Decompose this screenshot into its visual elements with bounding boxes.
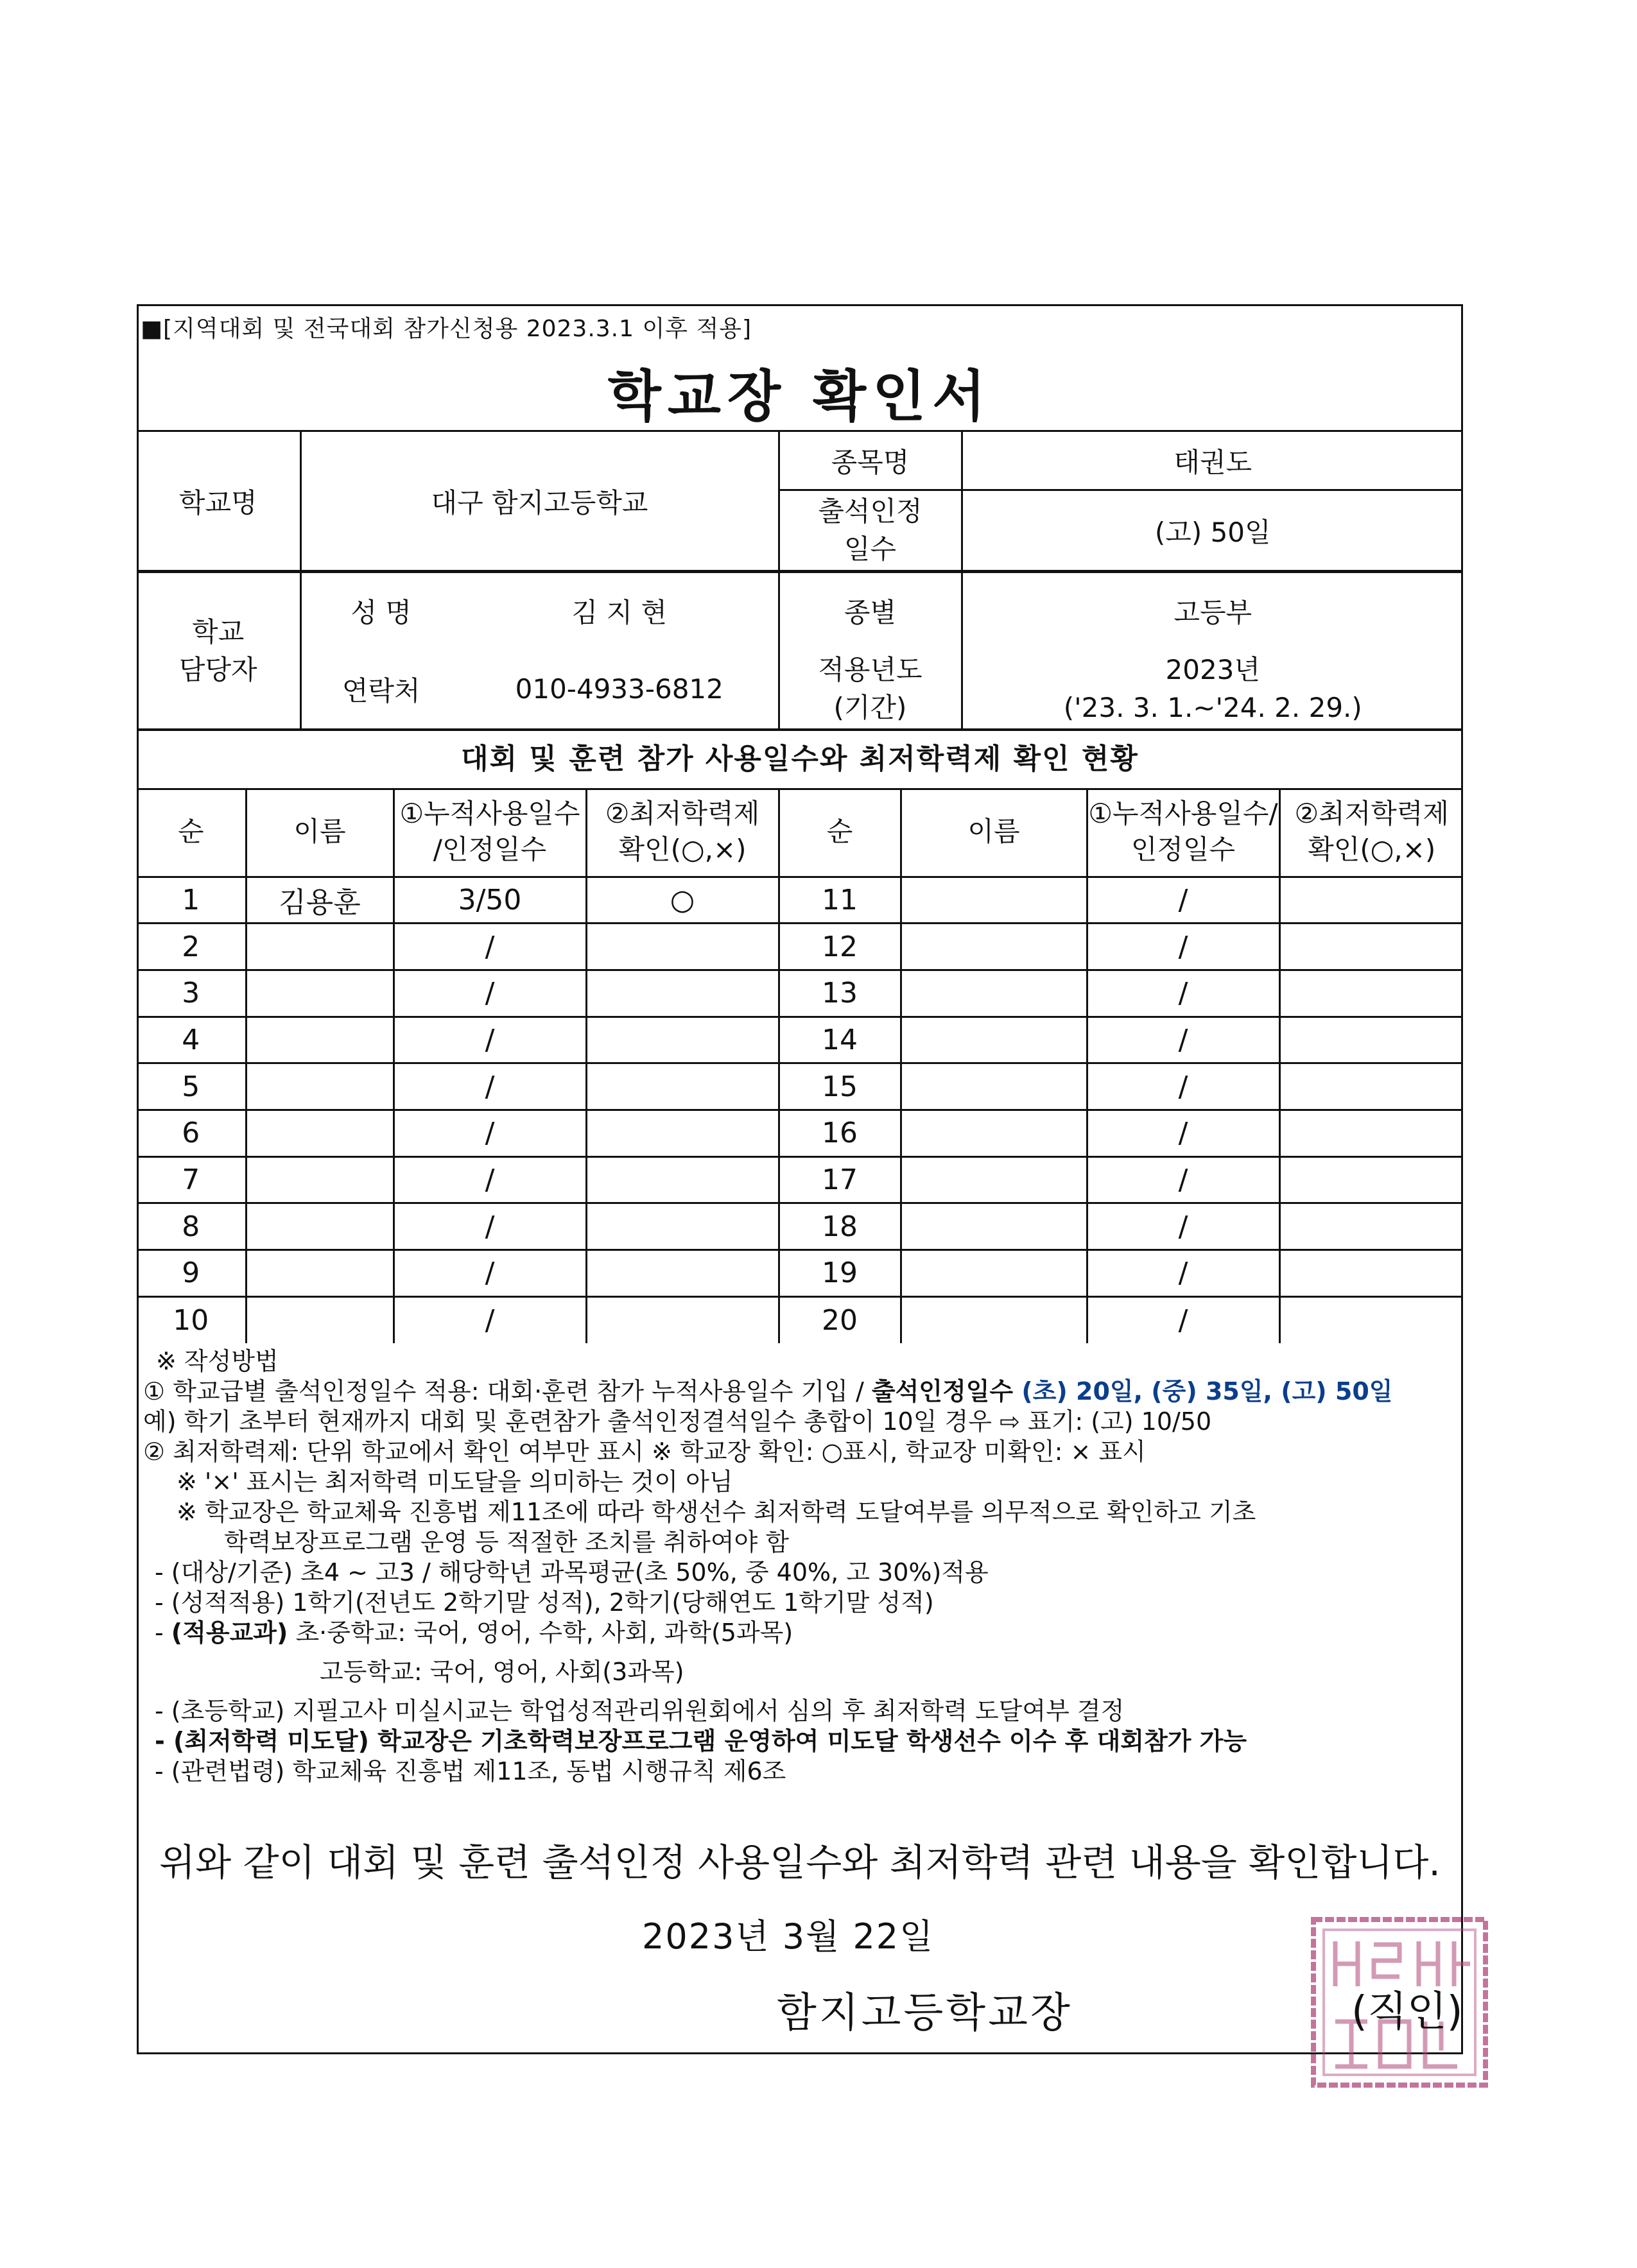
row-name-right (901, 1017, 1087, 1063)
row-min-right (1279, 1017, 1463, 1063)
row-name-left (246, 1250, 394, 1297)
row-days-left: / (394, 1203, 586, 1250)
row-min-right (1279, 924, 1463, 970)
row-no-left: 10 (137, 1296, 246, 1343)
row-name-right (901, 1063, 1087, 1110)
row-min-right (1279, 970, 1463, 1017)
row-name-left (246, 970, 394, 1017)
row-no-right: 12 (779, 924, 901, 970)
school-info-table (137, 430, 1463, 572)
note-2-b: ※ 학교장은 학교체육 진흥법 제11조에 따라 학생선수 최저학력 도달여부를 의무적으로 확인하고 기초 (177, 1498, 1256, 1526)
col-name-right: 이름 (901, 788, 1087, 877)
row-days-right: / (1087, 1017, 1279, 1063)
detail-1: - (대상/기준) 초4 ~ 고3 / 해당학년 과목평균(초 50%, 중 40%, 고 30%)적용 (155, 1558, 989, 1586)
participants-table (137, 788, 1463, 1343)
instructions (143, 1346, 1459, 1787)
row-min-right (1279, 1156, 1463, 1203)
row-days-left: / (394, 1156, 586, 1203)
row-no-left: 3 (137, 970, 246, 1017)
form-tag: ■[지역대회 및 전국대회 참가신청용 2023.3.1 이후 적용] (141, 316, 752, 342)
row-days-left: / (394, 1017, 586, 1063)
col-days-left: ①누적사용일수 /인정일수 (394, 788, 586, 877)
table-row (137, 1110, 1463, 1156)
table-row (137, 877, 1463, 924)
event-value: 태권도 (962, 431, 1463, 490)
row-name-right (901, 1156, 1087, 1203)
table-row (137, 1063, 1463, 1110)
staff-label: 학교 담당자 (137, 572, 300, 730)
row-no-left: 9 (137, 1250, 246, 1297)
row-days-left: / (394, 924, 586, 970)
row-days-right: / (1087, 1203, 1279, 1250)
note-2-a: ※ '×' 표시는 최저학력 미도달을 의미하는 것이 아님 (177, 1468, 733, 1496)
row-name-left (246, 1203, 394, 1250)
row-no-right: 13 (779, 970, 901, 1017)
row-no-left: 8 (137, 1203, 246, 1250)
document-title: 학교장 확인서 (607, 365, 992, 429)
table-row (137, 970, 1463, 1017)
table-row (137, 1203, 1463, 1250)
row-min-right (1279, 1296, 1463, 1343)
row-min-right (1279, 1250, 1463, 1297)
col-min-left: ②최저학력제 확인(○,×) (586, 788, 779, 877)
row-name-left (246, 1017, 394, 1063)
detail-5: - (최저학력 미도달) 학교장은 기초학력보장프로그램 운영하여 미도달 학생선수 이수 후 대회참가 가능 (155, 1727, 1247, 1755)
row-no-left: 7 (137, 1156, 246, 1203)
attendance-days: (고) 50일 (962, 490, 1463, 571)
division-label: 종별 (779, 572, 962, 649)
year-value: 2023년 ('23. 3. 1.~'24. 2. 29.) (962, 649, 1463, 730)
row-no-right: 17 (779, 1156, 901, 1203)
detail-2: - (성적적용) 1학기(전년도 2학기말 성적), 2학기(당해연도 1학기말 성적) (155, 1588, 934, 1617)
col-min-right: ②최저학력제 확인(○,×) (1279, 788, 1463, 877)
row-min-right (1279, 1110, 1463, 1156)
row-name-left (246, 924, 394, 970)
table-row (137, 1250, 1463, 1297)
row-min-left (586, 1250, 779, 1297)
row-days-left: / (394, 1296, 586, 1343)
note-1-example: 예) 학기 초부터 현재까지 대회 및 훈련참가 출석인정결석일수 총합이 10일 경우 ⇨ 표기: (고) 10/50 (143, 1407, 1212, 1436)
note-2: ② 최저학력제: 단위 학교에서 확인 여부만 표시 ※ 학교장 확인: ○표시, 학교장 미확인: × 표시 (143, 1438, 1146, 1466)
row-no-right: 19 (779, 1250, 901, 1297)
row-no-left: 5 (137, 1063, 246, 1110)
col-name-left: 이름 (246, 788, 394, 877)
school-name-label: 학교명 (137, 431, 300, 571)
note-1: ① 학교급별 출석인정일수 적용: 대회·훈련 참가 누적사용일수 기입 / 출석인정일수 (초) 20일, (중) 35일, (고) 50일 (143, 1377, 1393, 1405)
row-days-left: / (394, 1250, 586, 1297)
staff-table (137, 571, 1463, 731)
row-min-left (586, 1063, 779, 1110)
row-name-left (246, 1296, 394, 1343)
row-no-left: 4 (137, 1017, 246, 1063)
row-name-left: 김용훈 (246, 877, 394, 924)
row-days-left: / (394, 1063, 586, 1110)
attendance-label: 출석인정 일수 (779, 490, 962, 571)
row-min-left (586, 970, 779, 1017)
row-days-right: / (1087, 1063, 1279, 1110)
row-name-right (901, 924, 1087, 970)
row-name-right (901, 1110, 1087, 1156)
row-days-right: / (1087, 924, 1279, 970)
principal-name: 함지고등학교장 (777, 1989, 1073, 2037)
row-name-right (901, 970, 1087, 1017)
row-no-right: 20 (779, 1296, 901, 1343)
row-days-right: / (1087, 1156, 1279, 1203)
row-min-right (1279, 1063, 1463, 1110)
row-min-left: ○ (586, 877, 779, 924)
row-no-left: 1 (137, 877, 246, 924)
row-name-right (901, 1250, 1087, 1297)
row-min-right (1279, 877, 1463, 924)
row-days-right: / (1087, 970, 1279, 1017)
row-name-left (246, 1063, 394, 1110)
row-min-left (586, 1296, 779, 1343)
row-min-left (586, 924, 779, 970)
row-days-left: 3/50 (394, 877, 586, 924)
contact-value: 010-4933-6812 (461, 649, 779, 730)
row-name-right (901, 1296, 1087, 1343)
row-min-right (1279, 1203, 1463, 1250)
notes-heading: ※ 작성방법 (156, 1347, 279, 1375)
row-name-left (246, 1110, 394, 1156)
row-no-right: 15 (779, 1063, 901, 1110)
detail-3-high: 고등학교: 국어, 영어, 사회(3과목) (320, 1658, 684, 1686)
school-name: 대구 함지고등학교 (300, 431, 779, 571)
col-no-right: 순 (779, 788, 901, 877)
table-row (137, 924, 1463, 970)
row-min-left (586, 1203, 779, 1250)
row-days-left: / (394, 1110, 586, 1156)
staff-name: 김 지 현 (461, 572, 779, 649)
row-days-right: / (1087, 877, 1279, 924)
event-label: 종목명 (779, 431, 962, 490)
seal-label: (직인) (1351, 1988, 1463, 2036)
row-no-right: 11 (779, 877, 901, 924)
table-header-row (137, 788, 1463, 877)
row-min-left (586, 1156, 779, 1203)
row-min-left (586, 1017, 779, 1063)
row-name-right (901, 1203, 1087, 1250)
row-name-right (901, 877, 1087, 924)
row-no-left: 2 (137, 924, 246, 970)
row-no-right: 16 (779, 1110, 901, 1156)
table-row (137, 1296, 1463, 1343)
division-value: 고등부 (962, 572, 1463, 649)
note-2-c: 학력보장프로그램 운영 등 적절한 조치를 취하여야 함 (224, 1528, 790, 1556)
row-name-left (246, 1156, 394, 1203)
row-days-right: / (1087, 1250, 1279, 1297)
staff-name-label: 성 명 (300, 572, 461, 649)
confirmation-text: 위와 같이 대회 및 훈련 출석인정 사용일수와 최저학력 관련 내용을 확인합니다. (159, 1841, 1441, 1884)
row-no-left: 6 (137, 1110, 246, 1156)
table-row (137, 1017, 1463, 1063)
detail-3: - (적용교과) 초·중학교: 국어, 영어, 수학, 사회, 과학(5과목) (155, 1619, 793, 1647)
detail-4: - (초등학교) 지필고사 미실시교는 학업성적관리위원회에서 심의 후 최저학력 도달여부 결정 (155, 1697, 1125, 1725)
detail-6: - (관련법령) 학교체육 진흥법 제11조, 동법 시행규칙 제6조 (155, 1757, 786, 1785)
row-min-left (586, 1110, 779, 1156)
year-label: 적용년도 (기간) (779, 649, 962, 730)
row-no-right: 18 (779, 1203, 901, 1250)
table-row (137, 1156, 1463, 1203)
row-days-right: / (1087, 1296, 1279, 1343)
col-days-right: ①누적사용일수/ 인정일수 (1087, 788, 1279, 877)
row-days-left: / (394, 970, 586, 1017)
row-no-right: 14 (779, 1017, 901, 1063)
row-days-right: / (1087, 1110, 1279, 1156)
contact-label: 연락처 (300, 649, 461, 730)
issue-date: 2023년 3월 22일 (642, 1916, 935, 1957)
section-title: 대회 및 훈련 참가 사용일수와 최저학력제 확인 현황 (137, 728, 1463, 790)
col-no-left: 순 (137, 788, 246, 877)
